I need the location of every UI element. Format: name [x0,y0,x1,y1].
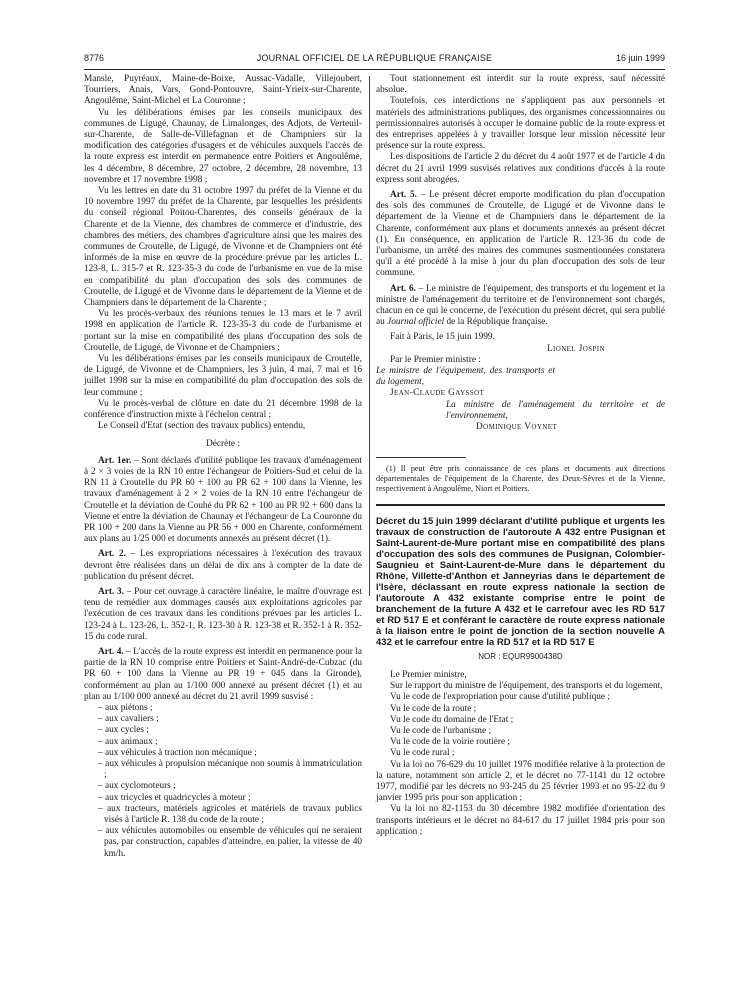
minister-2-name: Dominique Voynet [476,422,558,433]
article-number: Art. 2. [98,549,126,560]
par-le-premier-ministre: Par le Premier ministre : [390,354,481,365]
section-rule [376,504,665,506]
minister-1-name: Jean-Claude Gayssot [390,388,485,399]
list-item: – aux véhicules à traction non mécanique ; [98,747,257,758]
list-item: – aux cyclomoteurs ; [98,781,176,792]
visa: Vu le code du domaine de l'Etat ; [390,714,514,725]
list-item: – aux cavaliers ; [98,714,159,725]
paragraph: Vu les délibérations émises par les conseils municipaux de Croutelle, de Ligugé, de Vivonne et de Champniers, les 3 juin, 4 mai, 7 mai et 16 juillet 1998 sur la mise en compatibilité du plan d'occupation des sols de leur commune ; [84,354,362,398]
list-item: – aux piétons ; [98,702,153,713]
header-rule [84,69,665,70]
visa: Vu le code de la route ; [390,703,477,714]
visa: Vu le code de l'expropriation pour cause d'utilité publique ; [390,692,610,703]
article-4 [84,647,362,703]
page-header [84,53,665,67]
column-divider [369,76,370,596]
visa: Vu le code de la voirie routière ; [390,737,510,748]
list-item: – aux cycles ; [98,725,149,736]
issue-date: 16 juin 1999 [615,53,665,63]
prohibited-users-list [84,703,362,860]
article-text: – L'accès de la route express est interdit en permanence pour la partie de la RN 10 comprise entre Poitiers et Saint-André-de-Cubzac (du PR 60 + 100 dans la Vienne au PR 19 + 045 dans la Gironde), conformément au plan au 1/100 000 annexé au présent décret (1) et au plan au 1/100 000 annexé au décret du 21 avril 1999 susvisé : [84,646,363,702]
article-text: – Les expropriations nécessaires à l'exécution des travaux devront être réalisées dans un délai de dix ans à compter de la date de publication du présent décret. [84,549,362,582]
paragraph: Vu les délibérations émises par les conseils municipaux des communes de Ligugé, Chaunay, de Limalonges, des Adjots, de Verteuil-sur-Charente, de Salle-de-Villefagnan et de Champniers sur la modification des catégories d'usagers et de véhicules auxquels l'accès de la route express est interdit en permanence entre Poitiers et Angoulême, les 4 décembre, 8 décembre, 27 octobre, 2 décembre, 28 novembre, 13 novembre et 17 novembre 1998 ; [84,107,362,185]
premier-ministre: Le Premier ministre, [390,669,467,680]
article-2 [84,549,362,583]
list-item: – aux véhicules automobiles ou ensemble de véhicules qui ne seraient pas, par construction, capables d'atteindre, en palier, la vitesse de 40 km/h. [98,826,362,859]
article-text: – Pour cet ouvrage à caractère linéaire, le maître d'ouvrage est tenu de remédier aux dommages causés aux exploitations agricoles par l'exécution de ces travaux dans les conditions prévues par les articles L. 123-24 à L. 123-26, L. 352-1, R. 123-30 à R. 123-38 et R. 352-1 à R. 352-15 du code rural. [84,586,363,642]
footnote-rule [376,457,466,458]
signatory-pm: Lionel Jospin [546,343,605,354]
article-1 [84,456,362,546]
list-item: – aux véhicules à propulsion mécanique non soumis à immatriculation ; [98,758,362,781]
article-text: – Le présent décret emporte modification du plan d'occupation des sols des communes de Croutelle, de Ligugé et de Vivonne dans le département de la Vienne et de Champniers dans le département de la Charente, conformément aux plans et documents annexés au présent décret (1). En conséquence, en application de l'article R. 123-36 du code de l'urbanisme, un arrêté des maires des communes susmentionnées constatera qu'il a été procédé à la mise à jour du plan d'occupation des sols de leur commune. [376,190,666,279]
article-number: Art. 3. [98,586,124,597]
journal-title: JOURNAL OFFICIEL DE LA RÉPUBLIQUE FRANÇAISE [256,53,493,63]
list-item: – aux tracteurs, matériels agricoles et matériels de travaux publics visés à l'article R. 138 du code de la route ; [98,803,362,825]
article-5 [376,190,665,280]
decrete-heading: Décrète : [206,438,240,449]
rapport: Sur le rapport du ministre de l'équipement, des transports et du logement, [390,681,663,692]
paragraph: Le Conseil d'Etat (section des travaux publics) entendu, [98,421,306,432]
journal-officiel-italic: Journal officiel [387,317,445,328]
visa: Vu la loi no 82-1153 du 30 décembre 1982 modifiée d'orientation des transports intérieurs et le décret no 84-617 du 17 juillet 1984 pris pour son application ; [376,804,665,837]
article-number: Art. 1er. [98,455,132,466]
visa: Vu le code rural ; [390,748,455,759]
article-text: – Sont déclarés d'utilité publique les travaux d'aménagement à 2 × 3 voies de la RN 10 entre l'échangeur de Poitiers-Sud et celui de la RN 11 à Croutelle du PR 60 + 100 au PR 62 + 100 dans la Vienne, les travaux d'aménagement à 2 × 2 voies de la RN 10 entre l'échangeur de Croutelle et la déviation de Couhé du PR 62 + 100 au PR 92 + 600 dans la Vienne et entre la déviation de Chaunay et l'échangeur de La Couronne du PR 100 + 200 dans la Vienne au PR 56 + 000 en Charente, conformément aux plans au 1/25 000 et documents annexés au présent décret (1). [84,455,362,545]
paragraph: Vu le procès-verbal de clôture en date du 21 décembre 1998 de la conférence d'instruction mixte à l'échelon central ; [84,398,362,421]
list-item: – aux tricycles et quadricycles à moteur ; [98,792,251,803]
paragraph: Les dispositions de l'article 2 du décret du 4 août 1977 et de l'article 4 du décret du 21 avril 1999 susvisés relatives aux conditions d'accès à la route express sont abrogées. [376,152,665,185]
place-date: Fait à Paris, le 15 juin 1999. [390,332,495,343]
article-3 [84,587,362,643]
page-number: 8776 [84,53,105,63]
article-text: – Le ministre de l'équipement, des transports et du logement et la ministre de l'aménagement du territoire et de l'environnement sont chargés, chacun en ce qui le concerne, de l'exécution du présent décret, qui sera publié au [376,283,665,328]
visa: Vu le code de l'urbanisme ; [390,725,492,736]
article-number: Art. 5. [390,190,417,201]
article-number: Art. 6. [390,283,416,294]
paragraph: Vu les procès-verbaux des réunions tenues le 13 mars et le 7 avril 1998 en application de l'article R. 123-35-3 du code de l'urbanisme et portant sur la mise en compatibilité des plans d'occupation des sols de Croutelle, de Ligugé, de Vivonne et de Champniers ; [84,309,362,353]
footnote: (1) Il peut être pris connaissance de ces plans et documents aux directions départementales de l'équipement de la Charente, des Deux-Sèvres et de la Vienne, respectivement à Angoulême, Niort et Poitiers. [376,464,665,493]
paragraph: Toutefois, ces interdictions ne s'appliquent pas aux personnels et matériels des administrations publiques, des organismes concessionnaires ou permissionnaires autorisés à occuper le domaine public de la route express et des entreprises appelées à y travailler lorsque leur mission nécessite leur présence sur la route express. [376,96,665,152]
right-column [376,74,665,838]
article-6 [376,284,665,329]
left-column [84,74,362,860]
paragraph: Mansle, Puyréaux, Maine-de-Boixe, Aussac-Vadalle, Villejoubert, Tourriers, Anais, Vars, Gond-Pontouvre, Saint-Yrieix-sur-Charente, Angoulême, Saint-Michel et La Couronne ; [84,74,362,107]
paragraph: Vu les lettres en date du 31 octobre 1997 du préfet de la Vienne et du 10 novembre 1997 du préfet de la Charente, par lesquelles les présidents du conseil régional Poitou-Charentes, des conseils généraux de la Charente et de la Vienne, des chambres de commerce et d'industrie, des chambres des métiers, des chambres d'agriculture ainsi que les maires des communes de Croutelle, de Ligugé, de Vivonne et de Champniers ont été informés de la mise en œuvre de la procédure prévue par les articles L. 123-8, L. 315-7 et R. 123-35-3 du code de l'urbanisme en vue de la mise en compatibilité du plan d'occupation des sols des communes de Croutelle, de Ligugé et de Vivonne dans le département de la Vienne et de Champniers dans le département de la Charente ; [84,186,362,309]
minister-2-title: La ministre de l'aménagement du territoire et de l'environnement, [446,399,665,421]
paragraph: Tout stationnement est interdit sur la route express, sauf nécessité absolue. [376,74,665,96]
list-item: – aux animaux ; [98,736,158,747]
article-text-end: de la République française. [444,317,548,328]
visa: Vu la loi no 76-629 du 10 juillet 1976 modifiée relative à la protection de la nature, notamment son article 2, et le décret no 77-1141 du 12 octobre 1977, modifié par les décrets no 93-245 du 25 février 1993 et no 95-22 du 9 janvier 1995 pris pour son application ; [376,759,665,804]
minister-1-title: Le ministre de l'équipement, des transports et du logement, [376,366,555,388]
article-number: Art. 4. [98,646,124,657]
decree-title: Décret du 15 juin 1999 déclarant d'utilité publique et urgents les travaux de construction de l'autoroute A 432 entre Pusignan et Saint-Laurent-de-Mure portant mise en compatibilité des plans d'occupation des sols des communes de Pusignan, Colombier-Saugnieu et Saint-Laurent-de-Mure dans le département du Rhône, Villette-d'Anthon et Janneyrias dans le département de l'Isère, déclassant en route express nationale la section de l'autoroute A 432 existante comprise entre le point de branchement de la future A 432 et le carrefour avec les RD 517 et RD 517 E et conférant le caractère de route express nationale à la liaison entre le point de jonction de la section nouvelle A 432 et le carrefour entre la RD 517 et la RD 517 E [376,515,665,648]
nor-reference: NOR : EQUR9900438D [478,651,563,661]
